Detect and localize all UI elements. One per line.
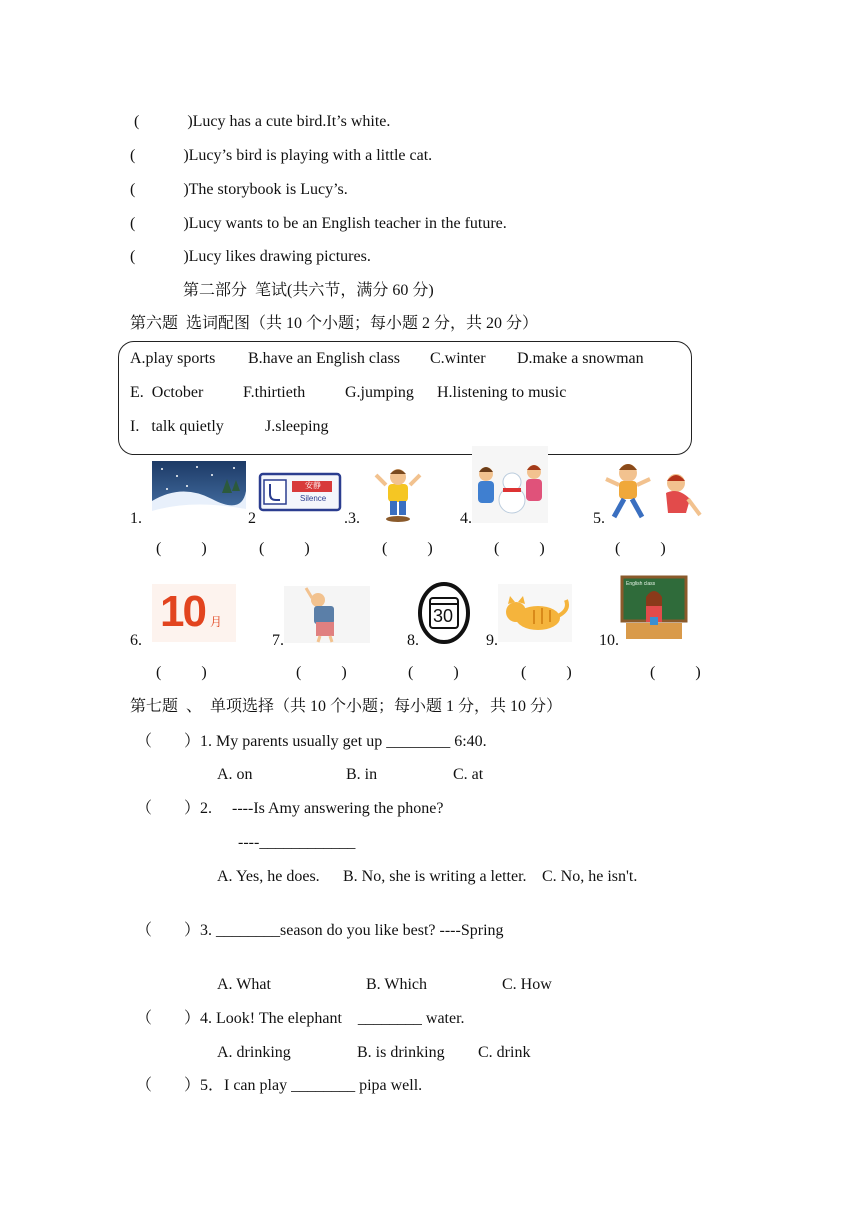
picture-label-7: 7. [272,632,284,649]
question-1: （ ）1. My parents usually get up ________ 6:40. [136,733,487,750]
question-2: （ ）2. ----Is Amy answering the phone? [136,800,444,817]
q4-option-b[interactable]: B. is drinking [357,1044,445,1061]
question-5: （ ）5．I can play ________ pipa well. [136,1077,423,1094]
option-g: G.jumping [345,384,414,401]
option-e: E. October [130,384,204,401]
silence-sign-en: Silence [300,494,327,503]
q1-option-b[interactable]: B. in [346,766,378,783]
q2-option-a[interactable]: A. Yes, he does. [217,868,320,885]
q2-answer-line: ----____________ [238,834,356,851]
picture-label-1: 1. [130,510,142,527]
october-char: 月 [210,615,223,629]
q3-option-b[interactable]: B. Which [366,976,428,993]
option-b: B.have an English class [248,350,400,367]
brackets-row1-3[interactable]: ( ) [382,540,433,557]
option-a: A.play sports [130,350,216,367]
statement-3: ( )The storybook is Lucy’s. [130,181,348,198]
statement-1: ( )Lucy has a cute bird.It’s white. [134,113,391,130]
winter-snow-picture [152,461,246,523]
picture-label-9: 9. [486,632,498,649]
picture-label-8: 8. [407,632,419,649]
english-class-picture [620,573,688,645]
picture-label-3: .3. [344,510,360,527]
brackets-row2-2[interactable]: ( ) [296,664,347,681]
q1-option-a[interactable]: A. on [217,766,253,783]
brackets-row2-5[interactable]: ( ) [650,664,701,681]
picture-label-6: 6. [130,632,142,649]
option-d: D.make a snowman [517,350,644,367]
calendar-30-picture [418,582,470,644]
picture-label-4: 4. [460,510,472,527]
statement-4: ( )Lucy wants to be an English teacher in the future. [130,215,507,232]
brackets-row1-1[interactable]: ( ) [156,540,207,557]
q4-option-c[interactable]: C. drink [478,1044,531,1061]
brackets-row2-3[interactable]: ( ) [408,664,459,681]
option-c: C.winter [430,350,486,367]
statement-2: ( )Lucy’s bird is playing with a little cat. [130,147,433,164]
october-number: 10 [160,587,205,636]
question-3: （ ）3. ________season do you like best? ----Spring [136,922,504,939]
q4-option-a[interactable]: A. drinking [217,1044,291,1061]
picture-label-2: 2 [248,510,256,527]
brackets-row1-2[interactable]: ( ) [259,540,310,557]
q3-option-a[interactable]: A. What [217,976,271,993]
board-text: English class [626,581,656,587]
brackets-row1-5[interactable]: ( ) [615,540,666,557]
option-f: F.thirtieth [243,384,306,401]
section6-title: 第六题 选词配图（共 10 个小题；每小题 2 分，共 20 分） [130,315,539,332]
part2-title: 第二部分 笔试(共六节，满分 60 分) [183,282,434,299]
snowman-kids-picture [472,446,548,523]
calendar-day: 30 [433,606,454,626]
cat-picture [498,584,572,642]
q1-option-c[interactable]: C. at [453,766,484,783]
option-j: J.sleeping [265,418,329,435]
october-picture [152,584,236,642]
picture-label-5: 5. [593,510,605,527]
q3-option-c[interactable]: C. How [502,976,552,993]
picture-label-10: 10. [599,632,619,649]
option-h: H.listening to music [437,384,567,401]
question-4: （ ）4. Look! The elephant ________ water. [136,1010,465,1027]
brackets-row2-1[interactable]: ( ) [156,664,207,681]
section7-title: 第七题 、 单项选择（共 10 个小题；每小题 1 分，共 10 分） [130,698,563,715]
silence-sign-picture [256,462,344,522]
silence-sign-cn: 安静 [305,481,321,490]
option-i: I. talk quietly [130,418,224,435]
statement-5: ( )Lucy likes drawing pictures. [130,248,371,265]
brackets-row1-4[interactable]: ( ) [494,540,545,557]
q2-option-c[interactable]: C. No, he isn't. [542,868,638,885]
jumping-boy-picture [362,465,434,523]
sleeping-kid-picture [284,586,370,643]
q2-option-b[interactable]: B. No, she is writing a letter. [343,868,527,885]
kids-sports-picture [604,459,702,523]
brackets-row2-4[interactable]: ( ) [521,664,572,681]
